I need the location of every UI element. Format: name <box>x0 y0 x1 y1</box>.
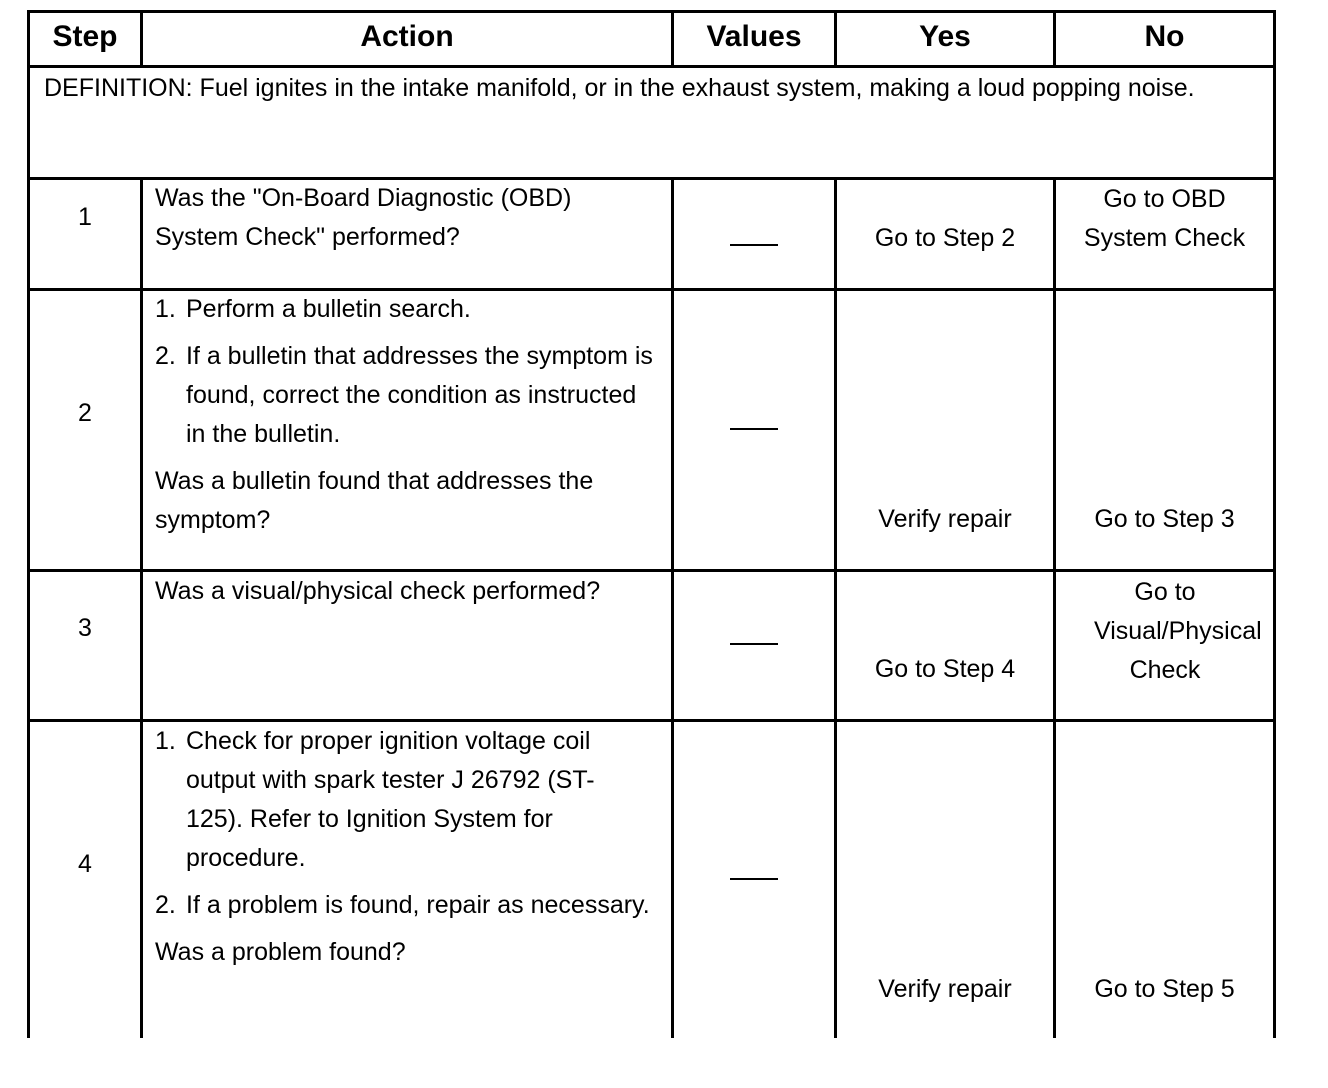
action-question: Was a bulletin found that addresses the symptom? <box>155 467 594 534</box>
header-yes: Yes <box>919 20 971 53</box>
diagnostic-table <box>27 10 1277 1038</box>
no-action: Go to Step 3 <box>1094 505 1235 533</box>
action-question: Was the "On-Board Diagnostic (OBD) System Check" performed? <box>155 184 572 251</box>
action-steps <box>155 722 650 972</box>
list-item-text: If a bulletin that addresses the symptom is found, correct the condition as instructed in the bulletin. <box>186 342 653 448</box>
no-action: Go to OBD System Check <box>1083 185 1246 252</box>
action-question: Was a problem found? <box>155 938 406 966</box>
value-dash <box>730 643 778 645</box>
row-divider <box>27 65 1276 68</box>
value-dash <box>730 244 778 246</box>
list-item-text: If a problem is found, repair as necessary. <box>186 891 650 919</box>
list-item: 1. Perform a bulletin search. <box>155 295 471 323</box>
yes-action: Go to Step 2 <box>874 224 1016 252</box>
column-divider <box>1053 178 1056 1038</box>
table-border-right <box>1273 10 1276 1038</box>
action-question: Was a visual/physical check performed? <box>155 577 601 605</box>
value-dash <box>730 878 778 880</box>
header-step: Step <box>52 20 118 53</box>
no-action: Go to Visual/Physical Check <box>1094 578 1262 684</box>
step-number: 1 <box>78 203 92 231</box>
yes-action: Go to Step 4 <box>874 655 1016 683</box>
yes-action: Verify repair <box>878 505 1012 533</box>
yes-action: Verify repair <box>878 975 1012 1003</box>
list-item: 2. If a bulletin that addresses the symptom is found, correct the condition as instructed in the bulletin. <box>155 342 653 448</box>
header-no: No <box>1144 20 1185 53</box>
definition-text: DEFINITION: Fuel ignites in the intake manifold, or in the exhaust system, making a loud popping noise. <box>44 74 1195 102</box>
action-steps <box>155 290 660 540</box>
list-item-text: Perform a bulletin search. <box>186 295 471 323</box>
column-divider <box>140 178 143 1038</box>
step-number: 4 <box>78 850 92 878</box>
list-item: 1. Check for proper ignition voltage coil output with spark tester J 26792 (ST-125). Refer to Ignition System for procedure. <box>155 727 595 872</box>
column-divider <box>834 178 837 1038</box>
step-number: 3 <box>78 614 92 642</box>
header-values: Values <box>706 20 802 53</box>
value-dash <box>730 428 778 430</box>
header-action: Action <box>360 20 454 53</box>
no-action: Go to Step 5 <box>1094 975 1235 1003</box>
list-item-text: Check for proper ignition voltage coil output with spark tester J 26792 (ST-125). Refer to Ignition System for procedure. <box>186 727 595 872</box>
step-number: 2 <box>78 399 92 427</box>
column-divider <box>671 178 674 1038</box>
list-item: 2. If a problem is found, repair as necessary. <box>155 891 650 919</box>
